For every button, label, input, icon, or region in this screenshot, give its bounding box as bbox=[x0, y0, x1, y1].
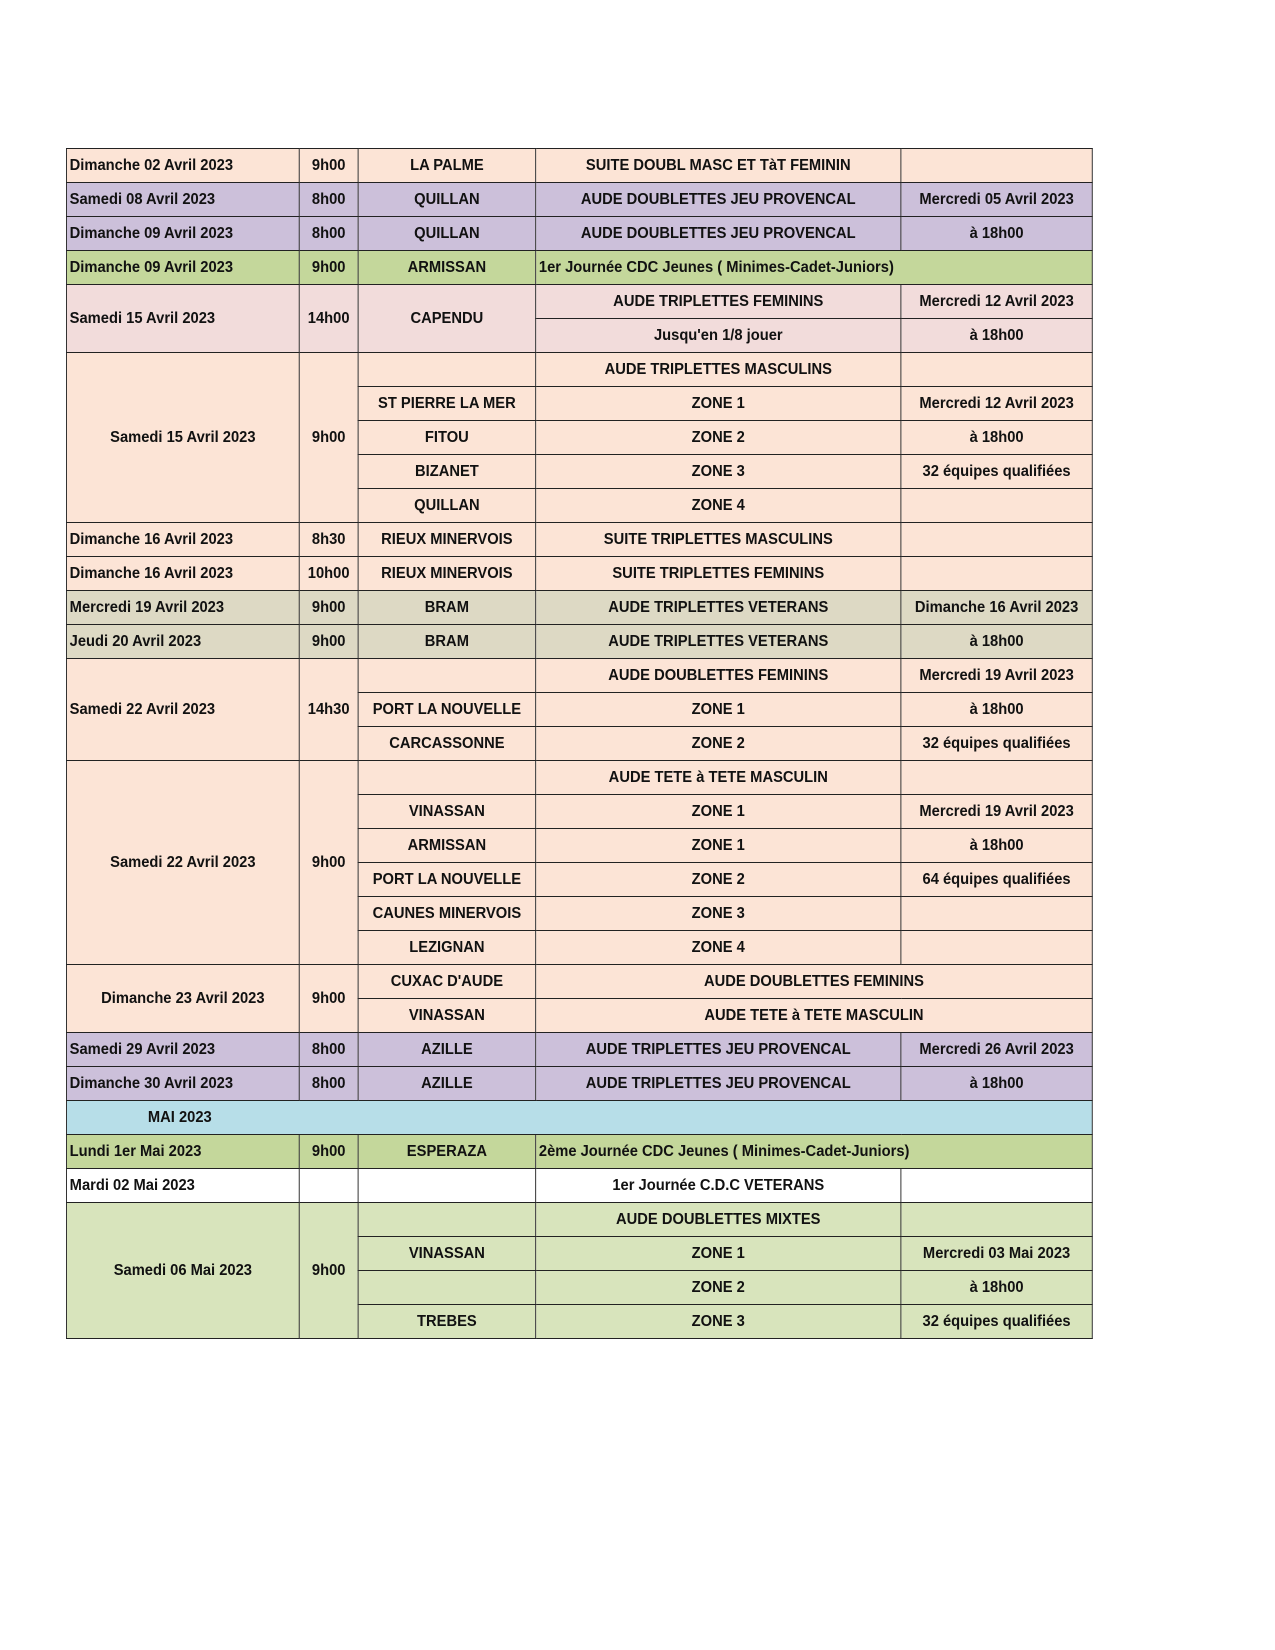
schedule-cell: à 18h00 bbox=[901, 1271, 1092, 1305]
schedule-cell: à 18h00 bbox=[901, 625, 1092, 659]
schedule-cell: Mercredi 12 Avril 2023 bbox=[901, 387, 1092, 421]
schedule-cell bbox=[901, 761, 1092, 795]
schedule-cell: 8h00 bbox=[299, 1033, 358, 1067]
schedule-row bbox=[66, 625, 1092, 659]
schedule-row bbox=[66, 591, 1092, 625]
schedule-cell: SUITE TRIPLETTES FEMININS bbox=[536, 557, 901, 591]
schedule-cell: CUXAC D'AUDE bbox=[358, 965, 536, 999]
schedule-cell bbox=[901, 1203, 1092, 1237]
schedule-cell: 10h00 bbox=[299, 557, 358, 591]
schedule-cell: FITOU bbox=[358, 421, 536, 455]
schedule-cell: 9h00 bbox=[299, 1135, 358, 1169]
schedule-cell: Samedi 15 Avril 2023 bbox=[66, 285, 299, 353]
schedule-cell: ZONE 1 bbox=[536, 387, 901, 421]
schedule-cell: RIEUX MINERVOIS bbox=[358, 557, 536, 591]
schedule-cell: 2ème Journée CDC Jeunes ( Minimes-Cadet-Juniors) bbox=[536, 1135, 1093, 1169]
month-header-row bbox=[66, 1101, 1092, 1135]
schedule-cell: à 18h00 bbox=[901, 217, 1092, 251]
schedule-cell: ZONE 1 bbox=[536, 795, 901, 829]
schedule-cell: SUITE DOUBL MASC ET TàT FEMININ bbox=[536, 149, 901, 183]
schedule-cell: 8h00 bbox=[299, 183, 358, 217]
schedule-row bbox=[66, 285, 1092, 319]
schedule-row bbox=[66, 217, 1092, 251]
schedule-cell: ZONE 4 bbox=[536, 489, 901, 523]
schedule-body bbox=[66, 149, 1092, 1339]
schedule-cell: BRAM bbox=[358, 591, 536, 625]
schedule-cell: 8h00 bbox=[299, 217, 358, 251]
schedule-cell: AUDE TRIPLETTES VETERANS bbox=[536, 625, 901, 659]
schedule-cell: AUDE DOUBLETTES FEMININS bbox=[536, 659, 901, 693]
schedule-cell: 32 équipes qualifiées bbox=[901, 727, 1092, 761]
schedule-cell: Dimanche 30 Avril 2023 bbox=[66, 1067, 299, 1101]
month-label: MAI 2023 bbox=[66, 1101, 1092, 1135]
schedule-cell: VINASSAN bbox=[358, 795, 536, 829]
schedule-cell: 32 équipes qualifiées bbox=[901, 455, 1092, 489]
schedule-cell: CARCASSONNE bbox=[358, 727, 536, 761]
schedule-cell: SUITE TRIPLETTES MASCULINS bbox=[536, 523, 901, 557]
schedule-cell: AUDE TRIPLETTES MASCULINS bbox=[536, 353, 901, 387]
schedule-cell: Mercredi 03 Mai 2023 bbox=[901, 1237, 1092, 1271]
schedule-cell: PORT LA NOUVELLE bbox=[358, 863, 536, 897]
schedule-cell: Samedi 08 Avril 2023 bbox=[66, 183, 299, 217]
schedule-cell: Jeudi 20 Avril 2023 bbox=[66, 625, 299, 659]
schedule-cell: 9h00 bbox=[299, 965, 358, 1033]
schedule-row bbox=[66, 1169, 1092, 1203]
schedule-cell: ARMISSAN bbox=[358, 829, 536, 863]
schedule-cell: 9h00 bbox=[299, 353, 358, 523]
schedule-cell bbox=[901, 353, 1092, 387]
schedule-cell bbox=[299, 1169, 358, 1203]
schedule-cell: Dimanche 16 Avril 2023 bbox=[66, 523, 299, 557]
schedule-cell: Lundi 1er Mai 2023 bbox=[66, 1135, 299, 1169]
schedule-cell bbox=[358, 1169, 536, 1203]
schedule-cell bbox=[901, 897, 1092, 931]
schedule-cell: AUDE DOUBLETTES JEU PROVENCAL bbox=[536, 183, 901, 217]
schedule-cell: 9h00 bbox=[299, 625, 358, 659]
schedule-cell: à 18h00 bbox=[901, 1067, 1092, 1101]
schedule-cell: Mercredi 05 Avril 2023 bbox=[901, 183, 1092, 217]
schedule-cell: ZONE 2 bbox=[536, 727, 901, 761]
schedule-cell bbox=[358, 761, 536, 795]
schedule-cell: LA PALME bbox=[358, 149, 536, 183]
schedule-cell: 14h30 bbox=[299, 659, 358, 761]
schedule-cell: à 18h00 bbox=[901, 421, 1092, 455]
schedule-row bbox=[66, 1135, 1092, 1169]
schedule-cell: ZONE 2 bbox=[536, 863, 901, 897]
schedule-cell bbox=[901, 149, 1092, 183]
schedule-cell: Samedi 22 Avril 2023 bbox=[66, 761, 299, 965]
schedule-cell: AUDE TRIPLETTES FEMININS bbox=[536, 285, 901, 319]
schedule-cell: PORT LA NOUVELLE bbox=[358, 693, 536, 727]
schedule-cell bbox=[358, 1271, 536, 1305]
schedule-cell: LEZIGNAN bbox=[358, 931, 536, 965]
schedule-cell bbox=[901, 931, 1092, 965]
schedule-cell: ST PIERRE LA MER bbox=[358, 387, 536, 421]
schedule-cell: Dimanche 16 Avril 2023 bbox=[66, 557, 299, 591]
schedule-row bbox=[66, 251, 1092, 285]
schedule-cell: Dimanche 09 Avril 2023 bbox=[66, 217, 299, 251]
schedule-cell: AUDE DOUBLETTES MIXTES bbox=[536, 1203, 901, 1237]
schedule-cell: Mercredi 19 Avril 2023 bbox=[901, 795, 1092, 829]
schedule-cell bbox=[901, 1169, 1092, 1203]
schedule-cell: ARMISSAN bbox=[358, 251, 536, 285]
schedule-cell: TREBES bbox=[358, 1305, 536, 1339]
schedule-cell: AUDE TRIPLETTES JEU PROVENCAL bbox=[536, 1033, 901, 1067]
schedule-cell: à 18h00 bbox=[901, 319, 1092, 353]
schedule-cell: 14h00 bbox=[299, 285, 358, 353]
schedule-cell: ZONE 3 bbox=[536, 897, 901, 931]
schedule-cell: Samedi 22 Avril 2023 bbox=[66, 659, 299, 761]
schedule-cell: VINASSAN bbox=[358, 999, 536, 1033]
schedule-cell: ZONE 1 bbox=[536, 1237, 901, 1271]
schedule-row bbox=[66, 659, 1092, 693]
schedule-cell: ZONE 2 bbox=[536, 1271, 901, 1305]
schedule-cell: ZONE 1 bbox=[536, 829, 901, 863]
schedule-cell: QUILLAN bbox=[358, 183, 536, 217]
schedule-cell: ZONE 4 bbox=[536, 931, 901, 965]
schedule-cell: à 18h00 bbox=[901, 693, 1092, 727]
schedule-cell: VINASSAN bbox=[358, 1237, 536, 1271]
schedule-cell: Dimanche 02 Avril 2023 bbox=[66, 149, 299, 183]
schedule-cell bbox=[358, 659, 536, 693]
schedule-cell: AUDE DOUBLETTES FEMININS bbox=[536, 965, 1093, 999]
schedule-cell: 9h00 bbox=[299, 251, 358, 285]
schedule-cell bbox=[901, 557, 1092, 591]
schedule-cell: AZILLE bbox=[358, 1067, 536, 1101]
schedule-row bbox=[66, 1067, 1092, 1101]
schedule-table bbox=[66, 148, 1093, 1339]
schedule-cell: 9h00 bbox=[299, 591, 358, 625]
schedule-cell: 9h00 bbox=[299, 149, 358, 183]
schedule-row bbox=[66, 523, 1092, 557]
schedule-cell: à 18h00 bbox=[901, 829, 1092, 863]
schedule-cell: ZONE 3 bbox=[536, 455, 901, 489]
schedule-cell: Mercredi 26 Avril 2023 bbox=[901, 1033, 1092, 1067]
schedule-cell: Mardi 02 Mai 2023 bbox=[66, 1169, 299, 1203]
schedule-cell: CAPENDU bbox=[358, 285, 536, 353]
schedule-cell: AUDE TRIPLETTES VETERANS bbox=[536, 591, 901, 625]
schedule-cell: AUDE TETE à TETE MASCULIN bbox=[536, 761, 901, 795]
schedule-row bbox=[66, 761, 1092, 795]
schedule-cell: CAUNES MINERVOIS bbox=[358, 897, 536, 931]
schedule-cell: 32 équipes qualifiées bbox=[901, 1305, 1092, 1339]
schedule-cell bbox=[901, 523, 1092, 557]
schedule-cell: QUILLAN bbox=[358, 217, 536, 251]
schedule-row bbox=[66, 183, 1092, 217]
schedule-cell: AZILLE bbox=[358, 1033, 536, 1067]
schedule-cell: 1er Journée CDC Jeunes ( Minimes-Cadet-Juniors) bbox=[536, 251, 1093, 285]
schedule-cell: ZONE 1 bbox=[536, 693, 901, 727]
schedule-row bbox=[66, 1033, 1092, 1067]
schedule-row bbox=[66, 149, 1092, 183]
schedule-cell: Dimanche 23 Avril 2023 bbox=[66, 965, 299, 1033]
schedule-cell: ZONE 2 bbox=[536, 421, 901, 455]
schedule-cell: Samedi 29 Avril 2023 bbox=[66, 1033, 299, 1067]
schedule-cell: BRAM bbox=[358, 625, 536, 659]
schedule-cell: 8h30 bbox=[299, 523, 358, 557]
schedule-cell: AUDE TETE à TETE MASCULIN bbox=[536, 999, 1093, 1033]
schedule-cell: AUDE TRIPLETTES JEU PROVENCAL bbox=[536, 1067, 901, 1101]
schedule-row bbox=[66, 557, 1092, 591]
schedule-cell: Mercredi 19 Avril 2023 bbox=[66, 591, 299, 625]
schedule-cell: 9h00 bbox=[299, 1203, 358, 1339]
schedule-cell: QUILLAN bbox=[358, 489, 536, 523]
schedule-cell: Dimanche 09 Avril 2023 bbox=[66, 251, 299, 285]
schedule-cell: AUDE DOUBLETTES JEU PROVENCAL bbox=[536, 217, 901, 251]
schedule-row bbox=[66, 965, 1092, 999]
schedule-cell: 64 équipes qualifiées bbox=[901, 863, 1092, 897]
schedule-cell: Jusqu'en 1/8 jouer bbox=[536, 319, 901, 353]
schedule-cell: Mercredi 12 Avril 2023 bbox=[901, 285, 1092, 319]
schedule-cell: ZONE 3 bbox=[536, 1305, 901, 1339]
schedule-cell: Samedi 06 Mai 2023 bbox=[66, 1203, 299, 1339]
schedule-cell: Mercredi 19 Avril 2023 bbox=[901, 659, 1092, 693]
schedule-cell: Samedi 15 Avril 2023 bbox=[66, 353, 299, 523]
schedule-cell bbox=[358, 1203, 536, 1237]
schedule-cell: 1er Journée C.D.C VETERANS bbox=[536, 1169, 901, 1203]
schedule-cell: Dimanche 16 Avril 2023 bbox=[901, 591, 1092, 625]
schedule-cell: RIEUX MINERVOIS bbox=[358, 523, 536, 557]
schedule-cell: ESPERAZA bbox=[358, 1135, 536, 1169]
schedule-cell: BIZANET bbox=[358, 455, 536, 489]
schedule-row bbox=[66, 1203, 1092, 1237]
schedule-cell: 8h00 bbox=[299, 1067, 358, 1101]
schedule-cell bbox=[901, 489, 1092, 523]
schedule-cell bbox=[358, 353, 536, 387]
schedule-row bbox=[66, 353, 1092, 387]
schedule-cell: 9h00 bbox=[299, 761, 358, 965]
